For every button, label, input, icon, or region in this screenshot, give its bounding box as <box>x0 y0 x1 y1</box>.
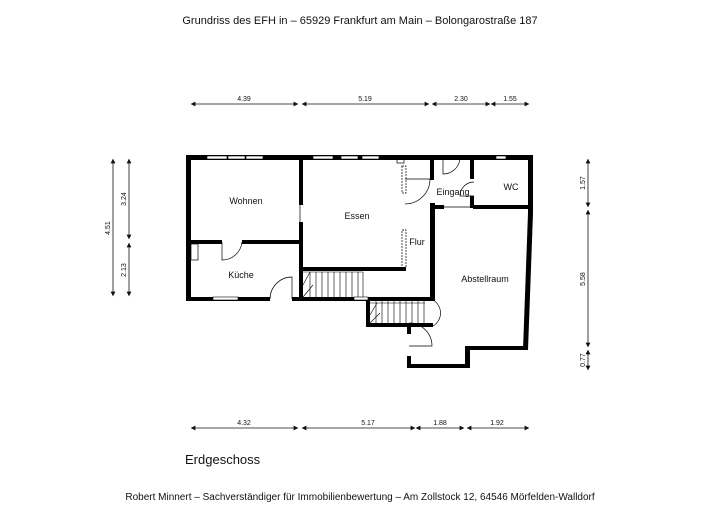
dim-right-3: 0.77 <box>580 353 587 367</box>
dim-right-1: 1.57 <box>580 176 587 190</box>
dim-bottom-2: 5.17 <box>361 420 375 427</box>
dimension-lines <box>113 104 588 428</box>
dim-top-3: 2.30 <box>454 96 468 103</box>
dim-left-2: 2.13 <box>121 263 128 277</box>
dim-left-1: 3.24 <box>121 192 128 206</box>
dim-left-total: 4.51 <box>105 221 112 235</box>
plan-title: Grundriss des EFH in – 65929 Frankfurt am Main – Bolongarostraße 187 <box>182 15 538 27</box>
dim-bottom-4: 1.92 <box>490 420 504 427</box>
dimension-labels <box>105 96 587 427</box>
room-essen: Essen <box>344 211 370 221</box>
dim-top-4: 1.55 <box>503 96 517 103</box>
room-eingang: Eingang <box>436 187 470 197</box>
walls <box>186 155 533 368</box>
footer-text: Robert Minnert – Sachverständiger für Immobilienbewertung – Am Zollstock 12, 64546 Mörfelden-Walldorf <box>125 492 595 503</box>
room-wc: WC <box>503 182 519 192</box>
room-wohnen: Wohnen <box>229 196 263 206</box>
room-flur: Flur <box>409 237 425 247</box>
room-abstellraum: Abstellraum <box>461 274 509 284</box>
dim-right-2: 5.58 <box>580 272 587 286</box>
dim-top-1: 4.39 <box>237 96 251 103</box>
dim-top-2: 5.19 <box>358 96 372 103</box>
dim-bottom-1: 4.32 <box>237 420 251 427</box>
room-kueche: Küche <box>228 270 254 280</box>
dim-bottom-3: 1.88 <box>433 420 447 427</box>
floor-label: Erdgeschoss <box>185 452 261 467</box>
